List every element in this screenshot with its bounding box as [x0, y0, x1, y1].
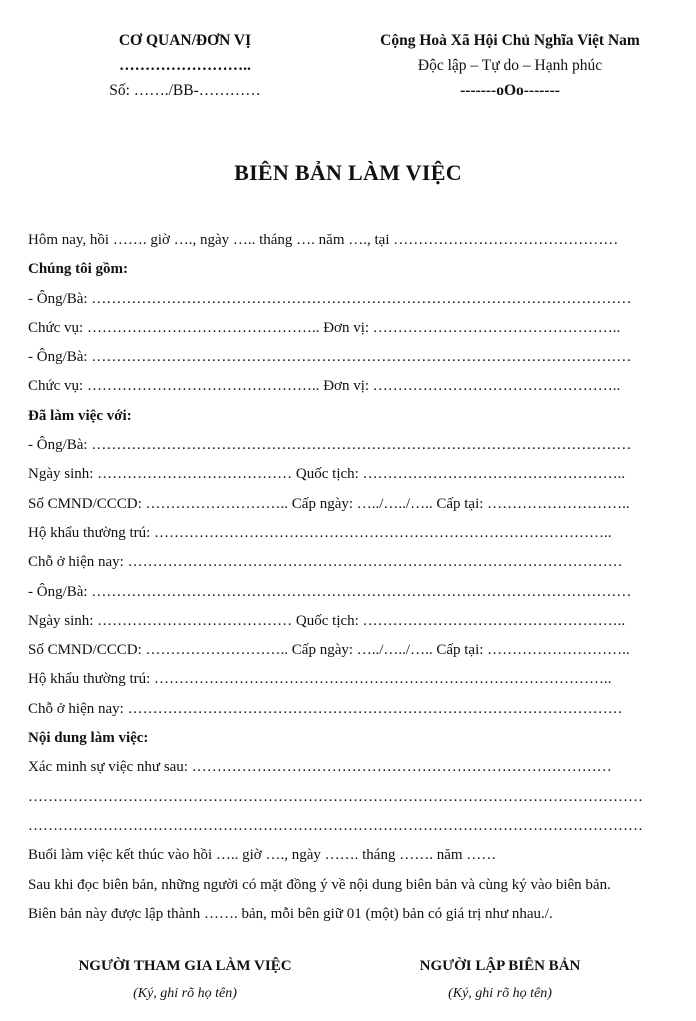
header-separator: -------oOo-------	[460, 82, 560, 99]
subject-2-residence-line: Hộ khẩu thường trú: ………………………………………………………………………………..	[28, 671, 612, 688]
signature-title-participant: NGƯỜI THAM GIA LÀM VIỆC	[78, 958, 292, 974]
subject-1-address-line: Chỗ ở hiện nay: ………………………………………………………………………………………	[28, 554, 623, 571]
subject-2-address-line: Chỗ ở hiện nay: ………………………………………………………………………………………	[28, 700, 623, 717]
subject-2-birth-line: Ngày sinh: ………………………………… Quốc tịch: ……………………………………………..	[28, 612, 626, 629]
participant-1-name-line: - Ông/Bà: ………………………………………………………………………………………………	[28, 290, 632, 307]
section-heading-worked-with: Đã làm việc với:	[28, 407, 132, 424]
signature-note-participant: (Ký, ghi rõ họ tên)	[133, 986, 237, 1001]
motto: Độc lập – Tự do – Hạnh phúc	[417, 57, 603, 74]
subject-1-birth-line: Ngày sinh: ………………………………… Quốc tịch: ……………………………………………..	[28, 466, 626, 483]
section-heading-participants: Chúng tôi gồm:	[28, 261, 129, 278]
subject-2-name-line: - Ông/Bà: ………………………………………………………………………………………………	[28, 583, 632, 600]
signature-block-recorder	[355, 952, 645, 1008]
document-title: BIÊN BẢN LÀM VIỆC	[234, 160, 462, 185]
agreement-line: Sau khi đọc biên bản, những người có mặt đồng ý về nội dung biên bản và cùng ký vào biên bản.	[28, 876, 611, 893]
header-right	[345, 28, 675, 103]
subject-1-id-line: Số CMND/CCCD: ……………………….. Cấp ngày: …../…../….. Cấp tại: ………………………..	[28, 495, 630, 512]
participant-1-position-line: Chức vụ: ……………………………………….. Đơn vị: …………………………………………..	[28, 319, 621, 336]
subject-1-name-line: - Ông/Bà: ………………………………………………………………………………………………	[28, 437, 632, 454]
signature-title-recorder: NGƯỜI LẬP BIÊN BẢN	[419, 958, 581, 974]
org-dots: ……………………..	[119, 57, 251, 74]
subject-1-residence-line: Hộ khẩu thường trú: ………………………………………………………………………………..	[28, 524, 612, 541]
org-name: CƠ QUAN/ĐƠN VỊ	[118, 32, 252, 49]
participant-2-name-line: - Ông/Bà: ………………………………………………………………………………………………	[28, 349, 632, 366]
section-heading-content: Nội dung làm việc:	[28, 730, 149, 747]
copies-line: Biên bản này được lập thành ……. bản, mỗi bên giữ 01 (một) bản có giá trị như nhau./.	[28, 905, 553, 922]
meeting-end-line: Buổi làm việc kết thúc vào hồi ….. giờ …., ngày ……. tháng ……. năm ……	[28, 847, 497, 864]
content-verification-line: Xác minh sự việc như sau: …………………………………………………………………………	[28, 759, 612, 776]
doc-number: Số: ……./BB-…………	[109, 82, 261, 99]
content-blank-line: ……………………………………………………………………………………………………………	[28, 817, 643, 834]
nation-name: Cộng Hoà Xã Hội Chủ Nghĩa Việt Nam	[380, 32, 640, 49]
content-blank-line: ……………………………………………………………………………………………………………	[28, 788, 643, 805]
participant-2-position-line: Chức vụ: ……………………………………….. Đơn vị: …………………………………………..	[28, 378, 621, 395]
signature-note-recorder: (Ký, ghi rõ họ tên)	[448, 986, 552, 1001]
document-body	[28, 226, 668, 929]
subject-2-id-line: Số CMND/CCCD: ……………………….. Cấp ngày: …../…../….. Cấp tại: ………………………..	[28, 642, 630, 659]
signature-block-participant	[40, 952, 330, 1008]
header-left	[60, 28, 310, 103]
meeting-time-line: Hôm nay, hồi ……. giờ …., ngày ….. tháng …. năm …., tại ………………………………………	[28, 232, 619, 248]
